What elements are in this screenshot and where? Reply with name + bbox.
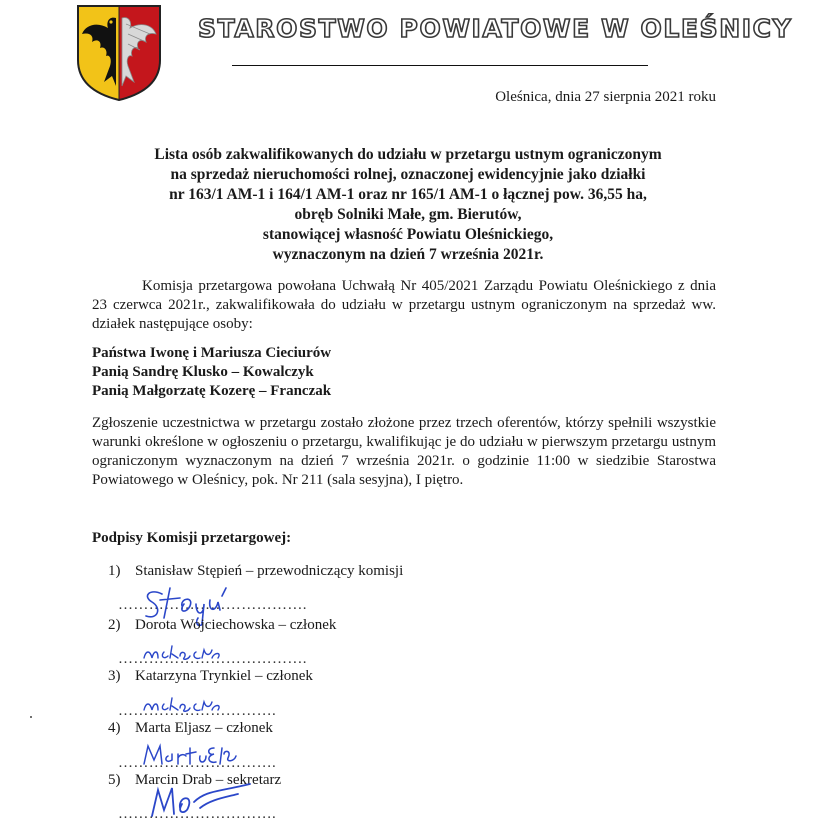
notice-paragraph: Zgłoszenie uczestnictwa w przetargu zostało złożone przez trzech oferentów, którzy spełnili wszystkie warunki określone w ogłoszeniu o przetargu, kwalifikując je do udziału w pierwszym przetargu ustnym ograniczonym wyznaczonym na dzień 7 września 2021r. o godzinie 11:00 w siedzibie Starostwa Powiatowego w Oleśnicy, pok. Nr 211 (sala sesyjna), I piętro. bbox=[92, 415, 716, 488]
member-number: 5) bbox=[108, 772, 121, 788]
heading-line: Lista osób zakwalifikowanych do udziału w przetargu ustnym ograniczonym bbox=[154, 146, 662, 163]
heading-line: wyznaczonym na dzień 7 września 2021r. bbox=[272, 246, 544, 263]
heading-line: stanowiącej własność Powiatu Oleśnickiego, bbox=[262, 226, 554, 243]
signatures-heading: Podpisy Komisji przetargowej: bbox=[92, 530, 292, 546]
participant-item: Panią Małgorzatę Kozerę – Franczak bbox=[92, 383, 332, 399]
heading-line: nr 163/1 AM-1 i 164/1 AM-1 oraz nr 165/1 AM-1 o łącznej pow. 36,55 ha, bbox=[169, 186, 647, 203]
signature-line: ………………………………. bbox=[118, 651, 307, 667]
heading-line: na sprzedaż nieruchomości rolnej, oznaczonej ewidencyjnie jako działki bbox=[170, 166, 646, 183]
member-number: 3) bbox=[108, 668, 121, 684]
office-title: STAROSTWO POWIATOWE W OLEŚNICY bbox=[198, 14, 793, 43]
coat-of-arms-icon bbox=[76, 4, 162, 102]
heading-line: obręb Solniki Małe, gm. Bierutów, bbox=[294, 206, 522, 223]
commission-member bbox=[108, 668, 313, 685]
intro-paragraph bbox=[92, 277, 716, 334]
signature-line: ………………………………. bbox=[118, 597, 307, 613]
member-name: Stanisław Stępień – przewodniczący komisji bbox=[135, 563, 404, 579]
member-number: 1) bbox=[108, 563, 121, 579]
member-name: Dorota Wojciechowska – członek bbox=[135, 617, 337, 633]
handwritten-signature bbox=[140, 740, 240, 770]
place-date: Oleśnica, dnia 27 sierpnia 2021 roku bbox=[495, 89, 716, 105]
member-number: 2) bbox=[108, 617, 121, 633]
intro-text: Komisja przetargowa powołana Uchwałą Nr 405/2021 Zarządu Powiatu Oleśnickiego z dnia 23 czerwca 2021r., zakwalifikowała do udziału w przetargu ustnym ograniczonym na sprzedaż ww. działek następujące osoby: bbox=[92, 278, 716, 332]
handwritten-signature bbox=[146, 778, 256, 822]
signature-line: …………………………. bbox=[118, 755, 277, 771]
participant-item: Państwa Iwonę i Mariusza Cieciurów bbox=[92, 345, 332, 361]
commission-member bbox=[108, 563, 403, 580]
signature-line: …………………………. bbox=[118, 806, 277, 822]
handwritten-signature bbox=[140, 694, 224, 716]
scan-speck bbox=[30, 716, 32, 718]
handwritten-signature bbox=[140, 642, 224, 664]
commission-member bbox=[108, 720, 273, 737]
participant-list bbox=[92, 344, 331, 401]
participant-item: Panią Sandrę Klusko – Kowalczyk bbox=[92, 364, 314, 380]
member-number: 4) bbox=[108, 720, 121, 736]
commission-member bbox=[108, 617, 336, 634]
member-name: Marcin Drab – sekretarz bbox=[135, 772, 282, 788]
member-name: Katarzyna Trynkiel – członek bbox=[135, 668, 313, 684]
document-heading bbox=[60, 145, 756, 265]
signature-line: …………………………. bbox=[118, 703, 277, 719]
member-name: Marta Eljasz – członek bbox=[135, 720, 273, 736]
title-divider bbox=[232, 65, 648, 66]
